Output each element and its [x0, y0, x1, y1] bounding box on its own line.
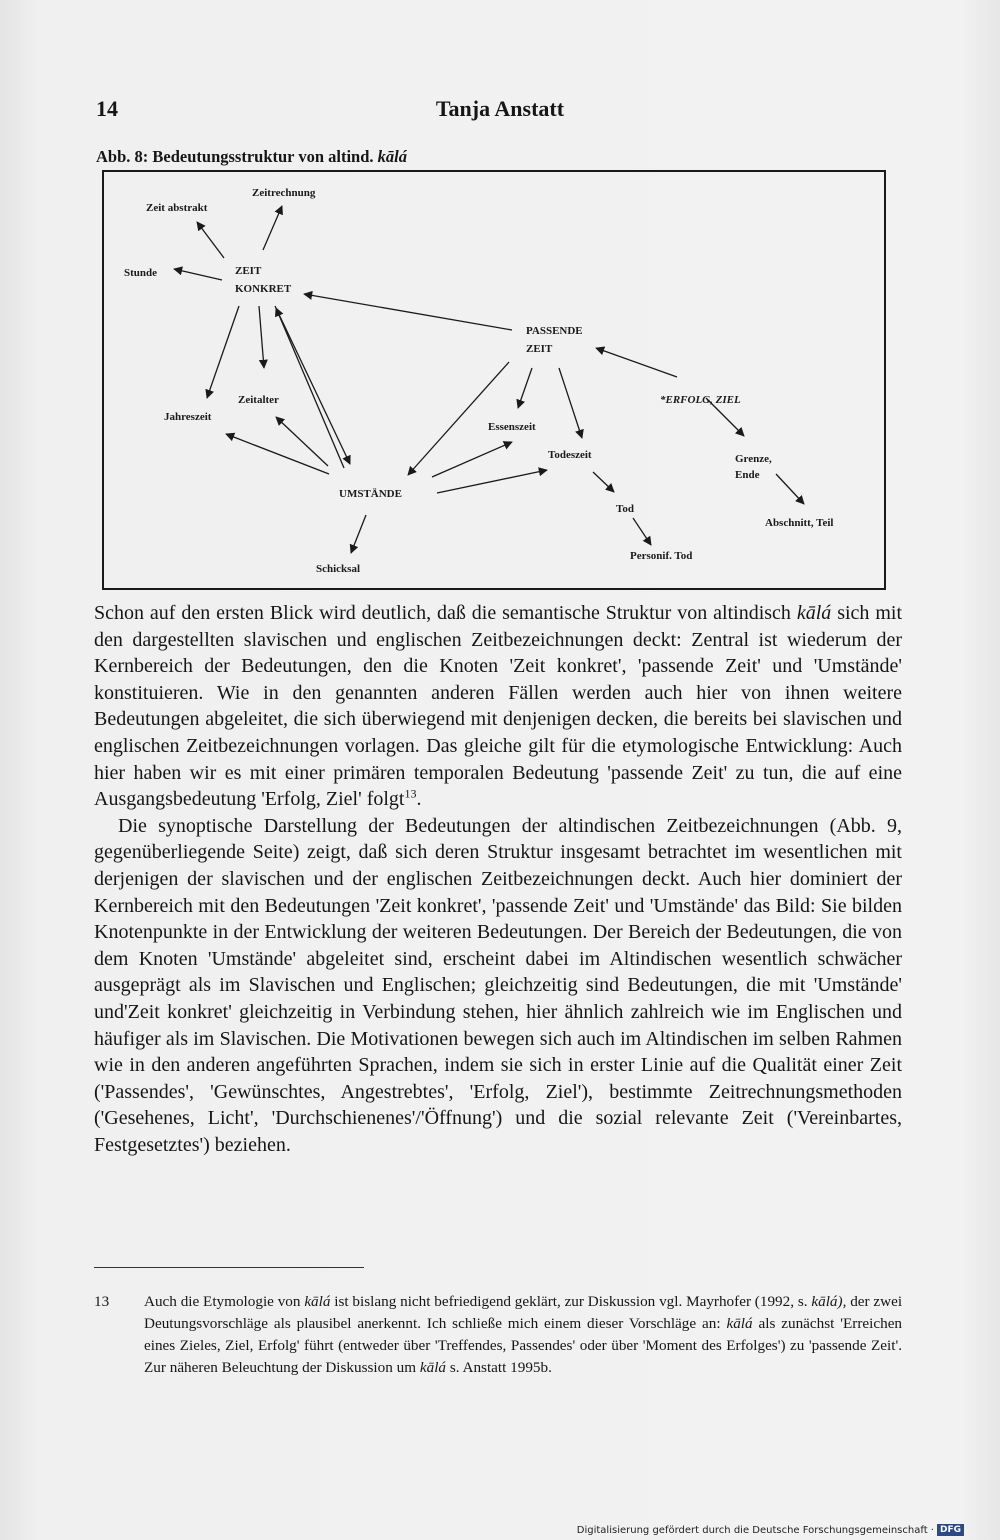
body-text — [94, 600, 902, 1158]
edge-passende-konkret — [304, 294, 512, 330]
edge-todeszeit-tod — [593, 472, 614, 492]
edge-umstaende-essenszeit — [432, 442, 512, 477]
page-header — [96, 96, 904, 130]
footnote-term: kālá), — [811, 1293, 847, 1310]
paragraph-1-term: kālá — [796, 602, 832, 624]
node-schicksal: Schicksal — [316, 563, 361, 575]
node-zeit-konkret-line2: KONKRET — [235, 283, 292, 295]
edge-grenze-abschnitt — [776, 474, 804, 504]
node-passende-zeit-line2: ZEIT — [526, 343, 553, 355]
footnote-text-part: als zunächst 'Erreichen eines Zieles, Ziel, Erfolg' führt (entweder über 'Treffendes, Passendes' oder über 'Moment des Erfolges') zu 'passende Zeit'. Zur näheren Beleuchtung der Diskussion um — [144, 1315, 903, 1376]
footnote-text-part: Auch die Etymologie von — [144, 1293, 301, 1310]
footnote-text-part: ist bislang nicht befriedigend geklärt, zur Diskussion vgl. Mayrhofer (1992, s. — [334, 1293, 808, 1310]
credit-text: Digitalisierung gefördert durch die Deutsche Forschungsgemeinschaft · — [576, 1525, 934, 1536]
footnote-separator — [94, 1267, 364, 1268]
footnote-text — [144, 1291, 902, 1379]
node-essenszeit: Essenszeit — [488, 421, 536, 433]
edge-konkret-umstaende — [275, 306, 350, 464]
node-zeitrechnung: Zeitrechnung — [252, 187, 316, 199]
node-personif-tod: Personif. Tod — [630, 550, 693, 562]
paragraph-1 — [94, 600, 902, 813]
node-stunde: Stunde — [124, 267, 158, 279]
paragraph-2: Die synoptische Darstellung der Bedeutungen der altindischen Zeitbezeichnungen (Abb. 9, gegenüberliegende Seite) zeigt, daß sich deren Struktur insgesamt betrachtet im wesentlichen mit derjenigen der slavischen und der englischen Zeitbezeichnungen deckt. Auch hier dominiert der Kernbereich mit den Bedeutungen 'Zeit konkret', 'passende Zeit' und 'Umstände' das Bild: Sie bilden Knotenpunkte in der Entwicklung der weiteren Bedeutungen. Der Bereich der Bedeutungen, die von dem Knoten 'Umstände' abgeleitet sind, erscheint dabei im Altindischen wesentlich schwächer ausgeprägt als im Slavischen und Englischen; gleichzeitig sind Bedeutungen, die mit 'Umstände' und'Zeit konkret' gleichzeitig in Verbindung stehen, hier ähnlich zahlreich wie im Englischen und häufiger als im Slavischen. Die Motivationen bewegen sich auch im Altindischen im selben Rahmen wie in den anderen angeführten Sprachen, indem sie sich in erster Linie auf die Qualität einer Zeit ('Passendes', 'Gewünschtes, Angestrebtes', 'Erfolg, Ziel'), bestimmte Zeitrechnungsmethoden ('Gesehenes, Licht', 'Durchschienenes'/'Öffnung') und die sozial relevante Zeit ('Vereinbartes, Festgesetztes') beziehen. — [94, 814, 902, 1156]
figure-caption-term: kālá — [377, 147, 407, 166]
footnote-term: kālá — [304, 1293, 331, 1310]
dfg-logo-icon: DFG — [937, 1524, 964, 1536]
node-zeitalter: Zeitalter — [238, 394, 279, 406]
figure-caption-prefix: Abb. 8: Bedeutungsstruktur von altind. — [96, 147, 374, 166]
digitization-credit — [577, 1524, 964, 1536]
edge-erfolg-passende — [596, 348, 677, 377]
edge-tod-personif-tod — [633, 518, 651, 545]
footnote-text-part: s. Anstatt 1995b. — [449, 1359, 552, 1376]
footnote-term: kālá — [726, 1315, 753, 1332]
diagram-edges — [174, 206, 804, 553]
edge-konkret-zeitalter — [259, 306, 264, 368]
edge-konkret-jahreszeit — [207, 306, 239, 398]
node-zeit-abstrakt: Zeit abstrakt — [146, 202, 208, 214]
node-zeit-konkret-line1: ZEIT — [235, 265, 262, 277]
edge-umstaende-konkret — [276, 308, 344, 468]
node-tod: Tod — [616, 503, 634, 515]
diagram-canvas — [104, 172, 888, 592]
edge-passende-umstaende — [408, 362, 509, 475]
node-jahreszeit: Jahreszeit — [164, 411, 212, 423]
node-grenze-line2: Ende — [735, 469, 760, 481]
footnote-reference[interactable]: 13 — [404, 786, 417, 801]
edge-passende-essenszeit — [518, 368, 532, 408]
running-title: Tanja Anstatt — [435, 96, 565, 121]
node-grenze-line1: Grenze, — [735, 453, 772, 465]
footnote-number: 13 — [94, 1293, 110, 1310]
edge-umstaende-jahreszeit — [226, 434, 329, 474]
figure-caption — [96, 147, 407, 167]
diagram-nodes — [124, 187, 833, 575]
edge-umstaende-schicksal — [351, 515, 366, 553]
edge-konkret-stunde — [174, 269, 222, 280]
page-number: 14 — [96, 96, 118, 121]
edge-passende-todeszeit — [559, 368, 582, 438]
node-umstaende: UMSTÄNDE — [339, 488, 402, 500]
node-passende-zeit-line1: PASSENDE — [526, 325, 583, 337]
meaning-structure-diagram — [102, 170, 886, 590]
edge-konkret-zeitrechnung — [263, 206, 282, 250]
footnote-term: kālá — [419, 1359, 447, 1376]
node-todeszeit: Todeszeit — [548, 449, 592, 461]
footnote-text-part: der zwei Deutungsvorschläge als plausibel anerkennt. Ich schließe mich einem dieser Vorschläge an: — [144, 1293, 903, 1332]
node-abschnitt-teil: Abschnitt, Teil — [765, 517, 834, 529]
edge-umstaende-zeitalter — [276, 417, 328, 466]
paragraph-1-part-b: sich mit den dargestellten slavischen und englischen Zeitbezeichnungen deckt: Zentral ist wiederum der Kernbereich der Bedeutungen, den die Knoten 'Zeit konkret', 'passende Zeit' und 'Umstände' konstituieren. Wie in den genannten anderen Fällen werden auch hier von ihnen weitere Bedeutungen abgeleitet, die sich überwiegend mit denjenigen decken, die bereits bei slavischen und englischen Zeitbezeichnungen vorlagen. Das gleiche gilt für die etymologische Entwicklung: Auch hier haben wir es mit einer primären temporalen Bedeutung 'passende Zeit' zu tun, die auf eine Ausgangsbedeutung 'Erfolg, Ziel' folgt — [94, 602, 903, 811]
edge-konkret-zeit-abstrakt — [197, 222, 224, 258]
edge-umstaende-todeszeit — [437, 470, 547, 493]
paragraph-1-part-a: Schon auf den ersten Blick wird deutlich, daß die semantische Struktur von altindisch — [94, 602, 791, 624]
paragraph-1-end: . — [416, 788, 422, 811]
node-erfolg-ziel: *ERFOLG, ZIEL — [660, 394, 741, 406]
footnote — [94, 1291, 902, 1379]
